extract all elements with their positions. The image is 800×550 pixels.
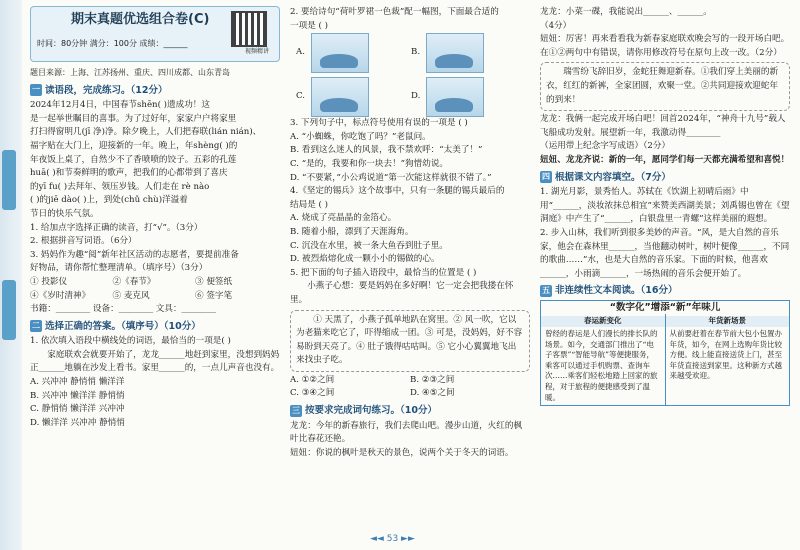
- fill-question: 2. 步入山林，我们听到很多美妙的声音。“风，是大自然的音乐家，他会在森林里______，当他翻动树叶，树叶便像______，不同的歌曲……”水，也是大自然的音乐家。下面的时候，他喜欢______，小雨滴______，一场热闹的音乐会便开始了。: [540, 227, 790, 279]
- river-picture-icon: [426, 33, 484, 73]
- question: 3. 妈妈作为趣“阅”新年社区活动的志愿者，要提前准备: [30, 249, 239, 260]
- column-right: [540, 6, 790, 406]
- news-columns: [541, 314, 789, 405]
- passage-line: 福字贴在大门上，迎接新的一年。晚上，年shèng( )的: [30, 140, 238, 151]
- passage-line: 的yī fu( )去拜年、领压岁钱。人们走在 rè nào: [30, 181, 210, 192]
- passage: [30, 99, 280, 221]
- passage-text: ① 天黑了，小燕子孤单地趴在窝里。② 风一吹，它以为老猫来吃它了，吓得缩成一团。③ 可是，没妈妈，好不容易盼到天亮了。④ 肚子饿得咕咕叫。⑤ 它小心翼翼地飞出来找虫子吃。: [296, 314, 523, 366]
- next-page-icon[interactable]: ►►: [401, 534, 415, 544]
- lotus-picture-icon: [311, 33, 369, 73]
- news-column: [666, 314, 790, 405]
- news-column-head: 年货新场景: [666, 316, 790, 327]
- passage-line: 打扫得窗明几(jī 净)净。除夕晚上，人们把春联(lián nián)、: [30, 127, 262, 138]
- question: 2. 根据拼音写词语。（6分）: [30, 236, 137, 247]
- section-number-icon: 一: [32, 85, 40, 95]
- section-heading: 一 读语段，完成练习。（12分）: [32, 84, 168, 96]
- score-note: （4分）: [540, 20, 572, 31]
- option[interactable]: A. ①②之间: [290, 374, 335, 385]
- section-heading: 二 选择正确的答案。（填序号）（10分）: [32, 320, 201, 332]
- prev-page-icon[interactable]: ◄◄: [370, 534, 384, 544]
- answer-line[interactable]: 书籍：________ 设备：________ 文具：________: [30, 304, 216, 315]
- option[interactable]: C. “是的，我要和你一块去！”狗惜幼说。: [290, 158, 449, 169]
- pond-picture-icon: [426, 77, 484, 117]
- image-option[interactable]: C.: [296, 77, 401, 117]
- dialog-line: 妞妞、龙龙齐说：新的一年，愿同学们每一天都充满希望和喜悦！: [540, 154, 790, 165]
- section-number-icon: 五: [542, 286, 550, 296]
- option[interactable]: ②《春节》: [112, 276, 156, 287]
- exam-meta: 时间：80分钟 满分：100分 成绩：______: [37, 39, 188, 48]
- opening-speech-box: [540, 62, 790, 111]
- column-middle: [290, 6, 530, 460]
- column-left: [30, 6, 280, 430]
- question: 一项是 ( ): [290, 20, 328, 31]
- option[interactable]: A. 烧成了亮晶晶的金箔心。: [290, 213, 397, 224]
- question-text: 家庭联欢会就要开始了，龙龙______地赶到家里，没想到妈妈正______地躺在沙发上看书。家里______的，一点儿声音也没有。: [30, 349, 280, 374]
- passage-line: 2024年12月4日，中国春节shēn( )遗成功！这: [30, 100, 210, 111]
- dialog-line: 龙龙：今年的新春旅行，我们去爬山吧。漫步山道，火红的枫叶比春花还艳。: [290, 420, 523, 445]
- question: 好物品，请你帮忙整理清单。（填序号）（3分）: [30, 263, 208, 274]
- option[interactable]: C. 沉没在水里，被一条大鱼吞到肚子里。: [290, 240, 448, 251]
- score-note: （运用带上纪念字写成语）（2分）: [540, 141, 671, 152]
- lotus-girl-picture-icon: [311, 77, 369, 117]
- question: 结局是 ( ): [290, 199, 328, 210]
- option[interactable]: B. 随着小船，漂到了天涯海角。: [290, 226, 414, 237]
- passage-box: [290, 310, 530, 372]
- option[interactable]: D. 懒洋洋 兴冲冲 静悄悄: [30, 417, 125, 428]
- quote: 小燕子心想：要是妈妈在多好啊！它一定会把我搂在怀里。: [290, 281, 514, 305]
- passage-line: 是一起举世瞩目的喜事。为了过好年，家家户户将家里: [30, 113, 237, 124]
- dialog-line: 龙龙：小菜一碟，我能说出______、______。: [540, 7, 712, 17]
- section-number-icon: 四: [542, 172, 550, 182]
- option[interactable]: C. 静悄悄 懒洋洋 兴冲冲: [30, 404, 125, 415]
- option[interactable]: A. 兴冲冲 静悄悄 懒洋洋: [30, 377, 125, 388]
- section-number-icon: 二: [32, 321, 40, 331]
- page-title: 期末真题优选组合卷(C): [71, 12, 210, 27]
- question: 3. 下列句子中，标点符号使用有误的一项是 ( ): [290, 118, 468, 129]
- question: 4.《坚定的锡兵》这个故事中，只有一条腿的锡兵最后的: [290, 186, 505, 197]
- news-title: “数字化”增添“新”年味儿: [609, 301, 721, 313]
- option[interactable]: ⑤ 麦克风: [112, 290, 150, 301]
- news-column-text: 从前要赶着在春节前大包小包置办年货，如今，在网上选购年货比较方便。线上能直接送货上门，甚至年货直接送到家里。这种新方式越来越受欢迎。: [669, 329, 782, 381]
- passage-line: huā( )和节奏鲜明的歌声，把我们的心都带到了喜庆: [30, 168, 228, 179]
- image-option[interactable]: A.: [296, 33, 401, 73]
- title-box: [30, 6, 280, 62]
- section-number-icon: 三: [292, 405, 300, 415]
- page-number: 53: [386, 534, 399, 544]
- passage-line: ( )的jiē dào( )上，到处(chǔ chù)洋溢着: [30, 195, 188, 206]
- passage-line: 年夜饭上桌了，自然少不了香喷喷的饺子。五彩的孔莲: [30, 154, 237, 165]
- option[interactable]: B. 看到这么迷人的风景，我不禁欢呼：“太美了！”: [290, 145, 483, 156]
- option[interactable]: B. ②③之间: [410, 374, 455, 385]
- option[interactable]: B. 兴冲冲 懒洋洋 静悄悄: [30, 390, 125, 401]
- option[interactable]: ① 投影仪: [30, 276, 68, 287]
- news-table: [540, 300, 790, 406]
- option[interactable]: ③ 便签纸: [195, 276, 233, 287]
- dialog-line: 妞妞：你说的枫叶是秋天的景色，说两个关于冬天的词语。: [290, 447, 514, 458]
- source-regions: 题目来源：上海、江苏扬州、重庆、四川成都、山东青岛: [30, 68, 230, 77]
- question: 1. 依次填入语段中横线处的词语，最恰当的一项是( ): [30, 336, 231, 347]
- option[interactable]: C. ③④之间: [290, 388, 335, 399]
- options-list: [290, 374, 530, 401]
- qr-label: 视频精讲: [244, 48, 269, 55]
- spine-tab: [2, 280, 16, 340]
- news-column-head: 春运新变化: [541, 316, 665, 327]
- option[interactable]: ⑥ 签字笔: [195, 290, 233, 301]
- options-list: [30, 276, 280, 303]
- passage-line: 节日的快乐气氛。: [30, 208, 99, 219]
- option[interactable]: ④《岁时清神》: [30, 290, 91, 301]
- page-footer: [370, 534, 415, 544]
- spine-tab: [2, 150, 16, 210]
- section-heading: 四 根据课文内容填空。（7分）: [542, 171, 671, 183]
- section-heading: 五 非连续性文本阅读。（16分）: [542, 285, 678, 297]
- news-column: [541, 314, 666, 405]
- option[interactable]: A. “小蜘蛛，你吃饱了吗？”老鼠问。: [290, 131, 431, 142]
- option[interactable]: D. 被烈焰熔化成一颗小小的锡做的心。: [290, 254, 440, 265]
- option[interactable]: D. ④⑤之间: [410, 388, 455, 399]
- question: 2. 要给诗句“荷叶罗裙一色裁”配一幅图，下面最合适的: [290, 7, 499, 17]
- option[interactable]: D. “不要紧，”小公鸡说道“第一次能这样就很不错了。”: [290, 172, 492, 183]
- book-spine: [0, 0, 22, 550]
- fill-question: 1. 湖光月影，景秀怡人。苏轼在《饮湖上初晴后雨》中用“______，淡妆浓抹总相宜”来赞美西湖美景；刘禹锡也曾在《望洞庭》中产生了“______，白银盘里一青螺”这样美丽的遐想。: [540, 187, 790, 225]
- question: 1. 给加点字选择正确的读音，打“√”。（3分）: [30, 222, 203, 233]
- section-heading: 三 按要求完成词句练习。（10分）: [292, 405, 437, 417]
- dialog-line: 龙龙：我俩一起完成开场白吧！回首2024年，“神舟十九号”载人飞船成功发射。展望新一年，我激动得________: [540, 114, 786, 138]
- opening-speech: 瑞雪纷飞辞旧岁，金蛇狂舞迎新春。①我们穿上美丽的新衣，红红的新裤，全家团圆，欢聚一堂。②共同迎接欢迎蛇年的到来！: [546, 67, 779, 105]
- question: 5. 把下面的句子插入语段中，最恰当的位置是 ( ): [290, 267, 477, 278]
- image-option[interactable]: D.: [411, 77, 516, 117]
- image-options: [290, 33, 530, 117]
- qr-code-icon[interactable]: [231, 11, 267, 47]
- dialog-line: 妞妞：厉害！再来看看我为新春家庭联欢晚会写的一段开场白吧。在①②两句中有错误，请你用修改符号在原句上改一改。（2分）: [540, 34, 790, 58]
- news-column-text: 曾经的春运是人们漫长的排长队的场景。如今，交通部门推出了“电子客票”“智能导航”等便捷服务，乘客可以通过手机购票、查询车次……乘客们轻松地踏上回家的旅程，对于旅程的便捷感受到了温暖。: [545, 329, 658, 402]
- image-option[interactable]: B.: [411, 33, 516, 73]
